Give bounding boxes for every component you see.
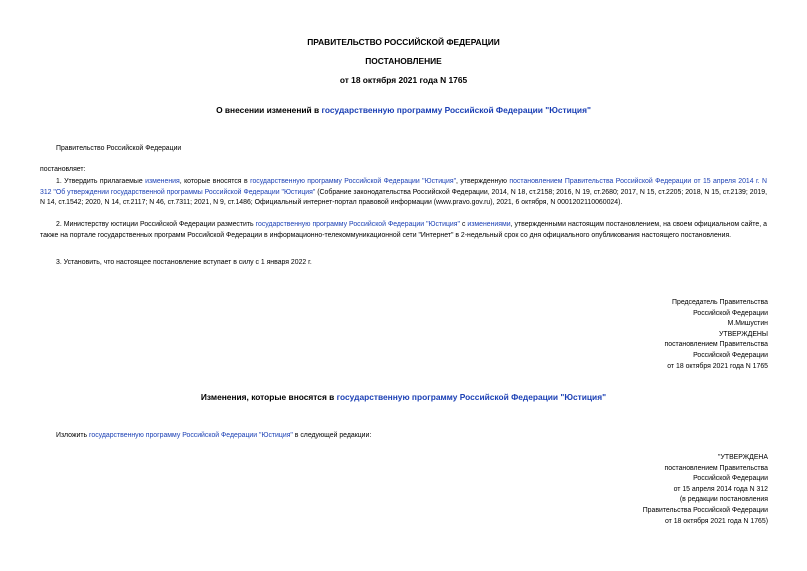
approved-block-heading: "УТВЕРЖДЕНА (718, 454, 768, 461)
intro-government: Правительство Российской Федерации (56, 145, 182, 152)
changes-title-program-link[interactable]: государственную программу Российской Федерации "Юстиция" (336, 392, 607, 402)
approved-by: постановлением Правительства (664, 341, 768, 349)
approved-block-government: Правительства Российской Федерации (642, 506, 768, 514)
document-type: ПОСТАНОВЛЕНИЕ (365, 56, 442, 66)
changes-link[interactable]: изменения (145, 178, 180, 185)
approved-block-edition: (в редакции постановления (679, 496, 768, 504)
approved-country: Российской Федерации (693, 351, 768, 359)
approved-block-country: Российской Федерации (693, 475, 768, 483)
government-header: ПРАВИТЕЛЬСТВО РОССИЙСКОЙ ФЕДЕРАЦИИ (307, 37, 500, 47)
signature-country: Российской Федерации (693, 309, 768, 317)
paragraph-3: 3. Установить, что настоящее постановление вступает в силу с 1 января 2022 г. (56, 259, 312, 266)
resolution-312-link[interactable]: постановлением Правительства Российской Федерации от 15 апреля 2014 г. N 312 "Об утверждении государственной программы Российской Федерации "Юстиция" (40, 178, 768, 196)
paragraph-1: 1. Утвердить прилагаемые изменения, которые вносятся в государственную программу Российской Федерации "Юстиция", утвержденную постановлением Правительства Российской Федерации от 15 апреля 2014 г. N 312 "Об утверждении государственной программы Российской Федерации "Юстиция" (Собрание законодательства Российской Федерации, 2014, N 18, ст.2158; 2016, N 19, ст.2680; 2017, N 15, ст.2205; 2018, N 15, ст.2139; 2019, N 14, ст.1542; 2020, N 14, ст.2117; N 46, ст.7311; 2021, N 9, ст.1486; Официальный интернет-портал правовой информации (www.pravo.gov.ru), 2021, 6 октября, N 0001202110060024). (40, 178, 768, 207)
changes-link-2[interactable]: изменениями (467, 221, 511, 228)
document-title: О внесении изменений в государственную программу Российской Федерации "Юстиция" (216, 105, 591, 115)
title-program-link[interactable]: государственную программу Российской Федерации "Юстиция" (321, 105, 591, 115)
program-link-2[interactable]: государственную программу Российской Федерации "Юстиция" (255, 221, 460, 228)
signature-position: Председатель Правительства (672, 299, 768, 306)
approved-block-by: постановлением Правительства (664, 464, 768, 472)
approved-date: от 18 октября 2021 года N 1765 (667, 362, 768, 370)
state-program-link[interactable]: государственную программу Российской Федерации "Юстиция" (89, 432, 293, 439)
document-date-number: от 18 октября 2021 года N 1765 (339, 75, 468, 85)
signature-name: М.Мишустин (727, 320, 768, 328)
signature-block (665, 298, 769, 372)
approved-block (643, 453, 768, 527)
approved-heading: УТВЕРЖДЕНЫ (719, 330, 768, 338)
changes-title: Изменения, которые вносятся в государственную программу Российской Федерации "Юстиция" (200, 392, 607, 402)
program-link[interactable]: государственную программу Российской Федерации "Юстиция" (250, 178, 457, 185)
intro-resolves: постановляет: (40, 166, 86, 173)
approved-block-edition-date: от 18 октября 2021 года N 1765) (664, 517, 768, 525)
approved-block-date: от 15 апреля 2014 года N 312 (673, 485, 768, 493)
paragraph-2: 2. Министерству юстиции Российской Федерации разместить государственную программу Российской Федерации "Юстиция" с изменениями, утвержденными настоящим постановлением, на своем официальном сайте, а также на портале государственных программ Российской Федерации в информационно-телекоммуникационной сети "Интернет" в 2-недельный срок со дня официального опубликования настоящего постановления. (40, 221, 767, 239)
state-text: Изложить государственную программу Российской Федерации "Юстиция" в следующей редакции: (56, 432, 372, 439)
